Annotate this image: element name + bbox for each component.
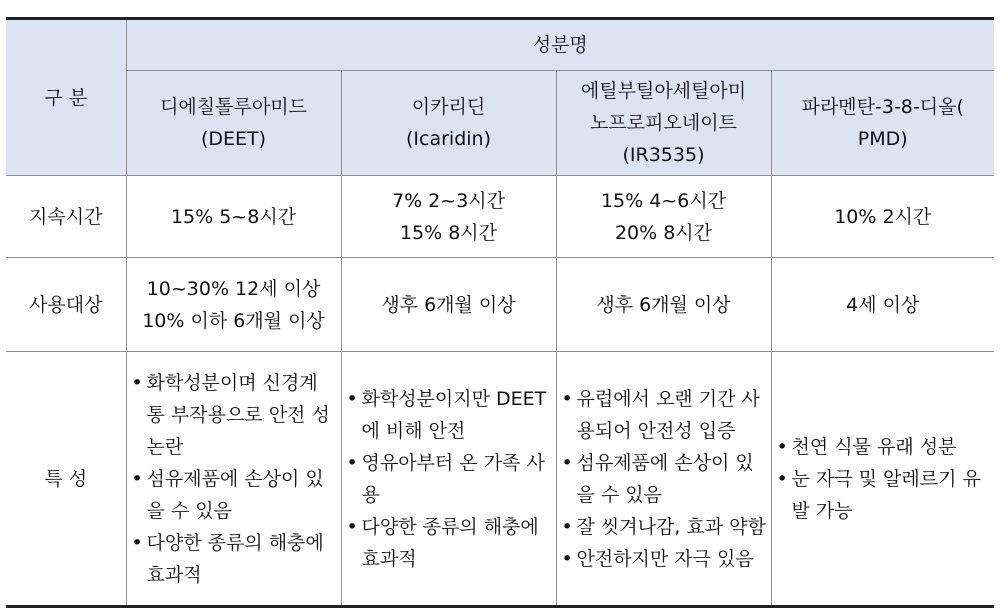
- ingredient-code: (IR3535): [622, 144, 705, 166]
- ingredient-code: (DEET): [200, 128, 267, 150]
- ingredient-name: 파라멘탄-3-8-디올(: [801, 96, 964, 118]
- cell-line: 7% 2~3시간: [392, 189, 505, 212]
- list-item: • 잘 씻겨나감, 효과 약함: [561, 511, 769, 543]
- table-row-features: [6, 352, 994, 607]
- list-item: • 영유아부터 온 가족 사용: [346, 447, 554, 511]
- table-row-target: [6, 258, 994, 352]
- cell-line: 4세 이상: [846, 293, 920, 316]
- cell-line: 15% 5~8시간: [170, 205, 297, 228]
- target-icaridin: [341, 258, 556, 352]
- ingredient-header-row: [6, 71, 994, 176]
- row-label-duration: 지속시간: [6, 176, 126, 258]
- features-pmd: [771, 352, 994, 607]
- ingredient-header-deet: [126, 71, 341, 176]
- cell-line: 10% 2시간: [834, 205, 932, 228]
- target-deet: [126, 258, 341, 352]
- corner-header: 구 분: [6, 19, 126, 176]
- features-list: [772, 431, 995, 527]
- duration-deet: [126, 176, 341, 258]
- insect-repellent-comparison-table: [6, 17, 994, 608]
- features-list: [342, 383, 556, 575]
- list-item: • 천연 식물 유래 성분: [776, 431, 993, 463]
- list-item: • 화학성분이지만 DEET에 비해 안전: [346, 383, 554, 447]
- ingredient-header-icaridin: [341, 71, 556, 176]
- features-list: [127, 367, 341, 591]
- ingredient-group-header: 성분명: [126, 19, 994, 71]
- duration-icaridin: [341, 176, 556, 258]
- list-item: • 눈 자극 및 알레르기 유발 가능: [776, 463, 993, 527]
- ingredient-header-pmd: [771, 71, 994, 176]
- table-row-duration: [6, 176, 994, 258]
- cell-line: 20% 8시간: [614, 221, 713, 244]
- row-label-features: 특 성: [6, 352, 126, 607]
- cell-line: 생후 6개월 이상: [596, 293, 731, 316]
- ingredient-code: PMD): [857, 128, 908, 150]
- cell-line: 10~30% 12세 이상: [146, 277, 321, 300]
- list-item: • 화학성분이며 신경계 통 부작용으로 안전 성 논란: [131, 367, 339, 463]
- cell-line: 10% 이하 6개월 이상: [142, 309, 325, 332]
- list-item: • 다양한 종류의 해충에 효과적: [346, 511, 554, 575]
- target-pmd: [771, 258, 994, 352]
- ingredient-header-ir3535: [556, 71, 771, 176]
- duration-ir3535: [556, 176, 771, 258]
- ingredient-name: 디에칠톨루아미드: [160, 96, 307, 118]
- ingredient-name: 이카리딘: [411, 96, 486, 118]
- ingredient-name: 에틸부틸아세틸아미 노프로피오네이트: [580, 80, 747, 134]
- list-item: • 섬유제품에 손상이 있을 수 있음: [561, 447, 769, 511]
- list-item: • 안전하지만 자극 있음: [561, 543, 769, 575]
- list-item: • 유럽에서 오랜 기간 사용되어 안전성 입증: [561, 383, 769, 447]
- features-deet: [126, 352, 341, 607]
- ingredient-code: (Icaridin): [406, 128, 491, 150]
- list-item: • 섬유제품에 손상이 있을 수 있음: [131, 463, 339, 527]
- duration-pmd: [771, 176, 994, 258]
- target-ir3535: [556, 258, 771, 352]
- features-ir3535: [556, 352, 771, 607]
- cell-line: 생후 6개월 이상: [381, 293, 516, 316]
- cell-line: 15% 4~6시간: [600, 189, 727, 212]
- features-list: [557, 383, 771, 575]
- list-item: • 다양한 종류의 해충에 효과적: [131, 527, 339, 591]
- features-icaridin: [341, 352, 556, 607]
- cell-line: 15% 8시간: [399, 221, 498, 244]
- row-label-target: 사용대상: [6, 258, 126, 352]
